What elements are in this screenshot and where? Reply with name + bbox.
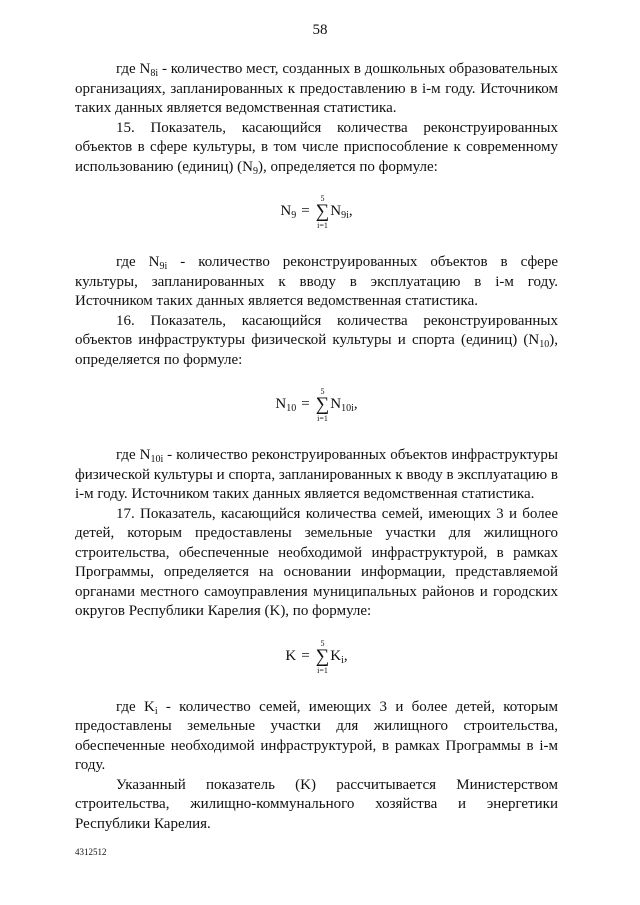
- document-body: [75, 60, 558, 834]
- paragraph-ki-definition: где $K_i$ - количество семей, имеющих 3 и более детей, которым предоставлены земельные участки для жилищного строительства, обеспеченные необходимой инфраструктурой, в рамках Программы в i-м году.: [75, 698, 558, 773]
- paragraph-n10i-definition: где $N_{10i}$ - количество реконструированных объектов инфраструктуры физической культуры и спорта, запланированных к вводу в эксплуатацию в i-м году. Источником таких данных является ведомственная статистика.: [75, 447, 558, 502]
- sum-lower-limit: i=1: [317, 221, 328, 230]
- sum-upper-limit: 5: [320, 387, 325, 396]
- sum-symbol: [316, 194, 330, 230]
- formula-n10: [75, 374, 558, 436]
- paragraph-responsible-ministry: Указанный показатель (K) рассчитывается Министерством строительства, жилищно-коммунального хозяйства и энергетики Республики Карелия.: [75, 776, 558, 832]
- paragraph-n9i-definition: где $N_{9i}$ - количество реконструированных объектов в сфере культуры, запланированных к вводу в эксплуатацию в i-м году. Источником таких данных является ведомственная статистика.: [75, 254, 558, 309]
- sum-upper-limit: 5: [320, 638, 325, 648]
- formula-lhs: $N_{10}$: [275, 396, 297, 415]
- paragraph-indicator-17: 17. Показатель, касающийся количества семей, имеющих 3 и более детей, которым предоставлены земельные участки для жилищного строительства, обеспеченные необходимой инфраструктурой, в рамках Программы, определяется на основании информации, представляемой органами местного самоуправления муниципальных районов и городских округов Республики Карелия (K), по формуле:: [75, 505, 558, 619]
- formula-k: [75, 626, 558, 688]
- formula-equals: =: [301, 203, 310, 220]
- page-number: 58: [312, 22, 328, 38]
- formula-equals: =: [301, 396, 310, 413]
- sum-upper-limit: 5: [320, 194, 325, 203]
- paragraph-indicator-15: 15. Показатель, касающийся количества реконструированных объектов в сфере культуры, в том числе приспособление к современному использованию (единиц) $(N_9)$, определяется по формуле:: [75, 119, 558, 177]
- sigma-glyph: ∑: [315, 201, 330, 222]
- formula-term: $N_{10i}$,: [330, 396, 358, 415]
- formula-lhs: $N_9$: [280, 203, 297, 222]
- sum-symbol: [316, 639, 330, 675]
- formula-n9: [75, 181, 558, 243]
- sum-lower-limit: i=1: [317, 414, 328, 423]
- sigma-glyph: ∑: [315, 394, 330, 415]
- document-code: 4312512: [75, 847, 107, 857]
- sigma-glyph: ∑: [315, 645, 330, 667]
- formula-term: $N_{9i}$,: [330, 203, 353, 222]
- formula-term: $K_i$,: [330, 647, 348, 666]
- paragraph-n8-definition: где $N_{8i}$ - количество мест, созданных в дошкольных образовательных организациях, запланированных к предоставлению в i-м году. Источником таких данных является ведомственная статистика.: [75, 61, 558, 116]
- paragraph-indicator-16: 16. Показатель, касающийся количества реконструированных объектов инфраструктуры физической культуры и спорта (единиц) $(N_{10})$, определяется по формуле:: [75, 312, 558, 368]
- formula-lhs: K: [285, 647, 297, 664]
- sum-lower-limit: i=1: [317, 665, 328, 675]
- formula-equals: =: [301, 647, 310, 664]
- sum-symbol: [316, 387, 330, 423]
